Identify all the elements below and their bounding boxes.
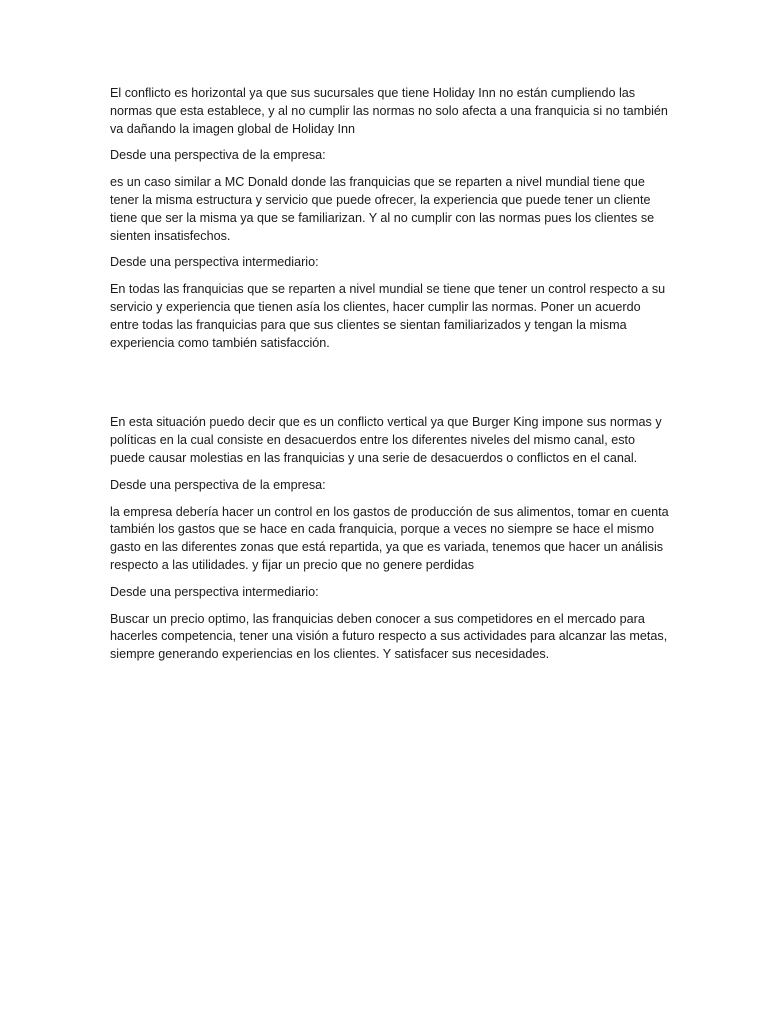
- paragraph-intermediario: En todas las franquicias que se reparten a nivel mundial se tiene que tener un control respecto a su servicio y experiencia que tienen asía los clientes, hacer cumplir las normas. Poner un acuerdo entre todas las franquicias para que sus clientes se sientan familiarizados y tengan la misma experiencia como también satisfacción.: [110, 282, 666, 350]
- heading-empresa: Desde una perspectiva de la empresa:: [110, 477, 326, 492]
- heading-intermediario: Desde una perspectiva intermediario:: [110, 255, 319, 270]
- section-spacer: [110, 361, 670, 414]
- section-burger-king: [110, 414, 670, 664]
- heading-empresa: Desde una perspectiva de la empresa:: [110, 148, 326, 163]
- paragraph-empresa: la empresa debería hacer un control en los gastos de producción de sus alimentos, tomar en cuenta también los gastos que se hace en cada franquicia, porque a veces no siempre se hace el mismo gasto en las diferentes zonas que está repartida, ya que es variada, tenemos que hacer un análisis respecto a las utilidades. y fijar un precio que no genere perdidas: [110, 504, 669, 572]
- paragraph-intermediario: Buscar un precio optimo, las franquicias deben conocer a sus competidores en el mercado para hacerles competencia, tener una visión a futuro respecto a sus actividades para alcanzar las metas, siempre generando experiencias en los clientes. Y satisfacer sus necesidades.: [110, 611, 668, 662]
- heading-intermediario: Desde una perspectiva intermediario:: [110, 584, 319, 599]
- paragraph-intro: El conflicto es horizontal ya que sus sucursales que tiene Holiday Inn no están cumpliendo las normas que esta establece, y al no cumplir las normas no solo afecta a una franquicia si no también va dañando la imagen global de Holiday Inn: [110, 86, 668, 136]
- document-body: [110, 85, 670, 673]
- paragraph-empresa: es un caso similar a MC Donald donde las franquicias que se reparten a nivel mundial tiene que tener la misma estructura y servicio que puede ofrecer, la experiencia que puede tener un cliente tiene que ser la misma ya que se familiarizan. Y al no cumplir con las normas pues los clientes se sienten insatisfechos.: [110, 175, 655, 243]
- paragraph-intro: En esta situación puedo decir que es un conflicto vertical ya que Burger King impone sus normas y políticas en la cual consiste en desacuerdos entre los diferentes niveles del mismo canal, esto puede causar molestias en las franquicias y una serie de desacuerdos o conflictos en el canal.: [110, 415, 662, 465]
- section-holiday-inn: [110, 85, 670, 352]
